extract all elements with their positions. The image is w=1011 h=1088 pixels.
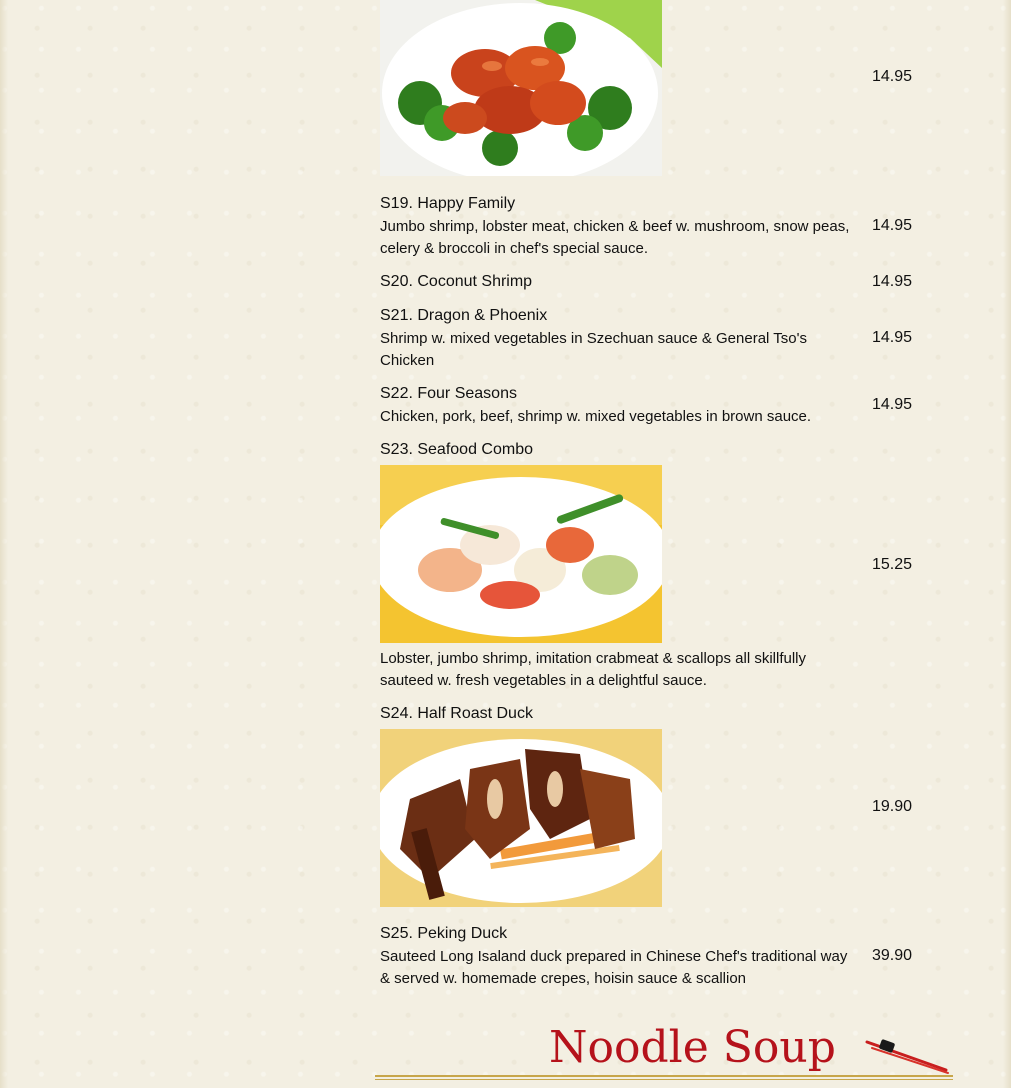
dish-description: Lobster, jumbo shrimp, imitation crabmeat & scallops all skillfully sauteed w. fresh vegetables in a delightful sauce. (380, 650, 806, 689)
dish-description: Sauteed Long Isaland duck prepared in Chinese Chef's traditional way & served w. homemade crepes, hoisin sauce & scallion (380, 948, 848, 987)
dish-name: S22. Four Seasons (380, 385, 517, 402)
page-edge-left (0, 0, 8, 1088)
price: 14.95 (872, 273, 913, 290)
price: 14.95 (872, 68, 913, 85)
price: 15.25 (872, 556, 913, 573)
section-title: Noodle Soup (549, 1022, 836, 1073)
dish-photo-half-roast-duck[interactable] (380, 729, 662, 907)
price: 14.95 (872, 329, 913, 346)
dish-description: Chicken, pork, beef, shrimp w. mixed vegetables in brown sauce. (380, 408, 812, 425)
dish-name: S19. Happy Family (380, 195, 516, 212)
dish-description: Shrimp w. mixed vegetables in Szechuan sauce & General Tso's Chicken (380, 330, 807, 369)
dish-name: S24. Half Roast Duck (380, 705, 533, 722)
price: 14.95 (872, 217, 913, 234)
dish-photo-shrimp-broccoli[interactable] (380, 0, 662, 176)
dish-name: S21. Dragon & Phoenix (380, 307, 548, 324)
page-edge-right (1003, 0, 1011, 1088)
price: 19.90 (872, 798, 913, 815)
dish-name: S23. Seafood Combo (380, 441, 533, 458)
dish-name: S25. Peking Duck (380, 925, 508, 942)
dish-photo-seafood-combo[interactable] (380, 465, 662, 643)
price: 14.95 (872, 396, 913, 413)
dish-name: S20. Coconut Shrimp (380, 273, 533, 290)
chopsticks-icon (864, 1036, 950, 1081)
price: 39.90 (872, 947, 913, 964)
dish-description: Jumbo shrimp, lobster meat, chicken & beef w. mushroom, snow peas, celery & broccoli in chef's special sauce. (380, 218, 850, 257)
